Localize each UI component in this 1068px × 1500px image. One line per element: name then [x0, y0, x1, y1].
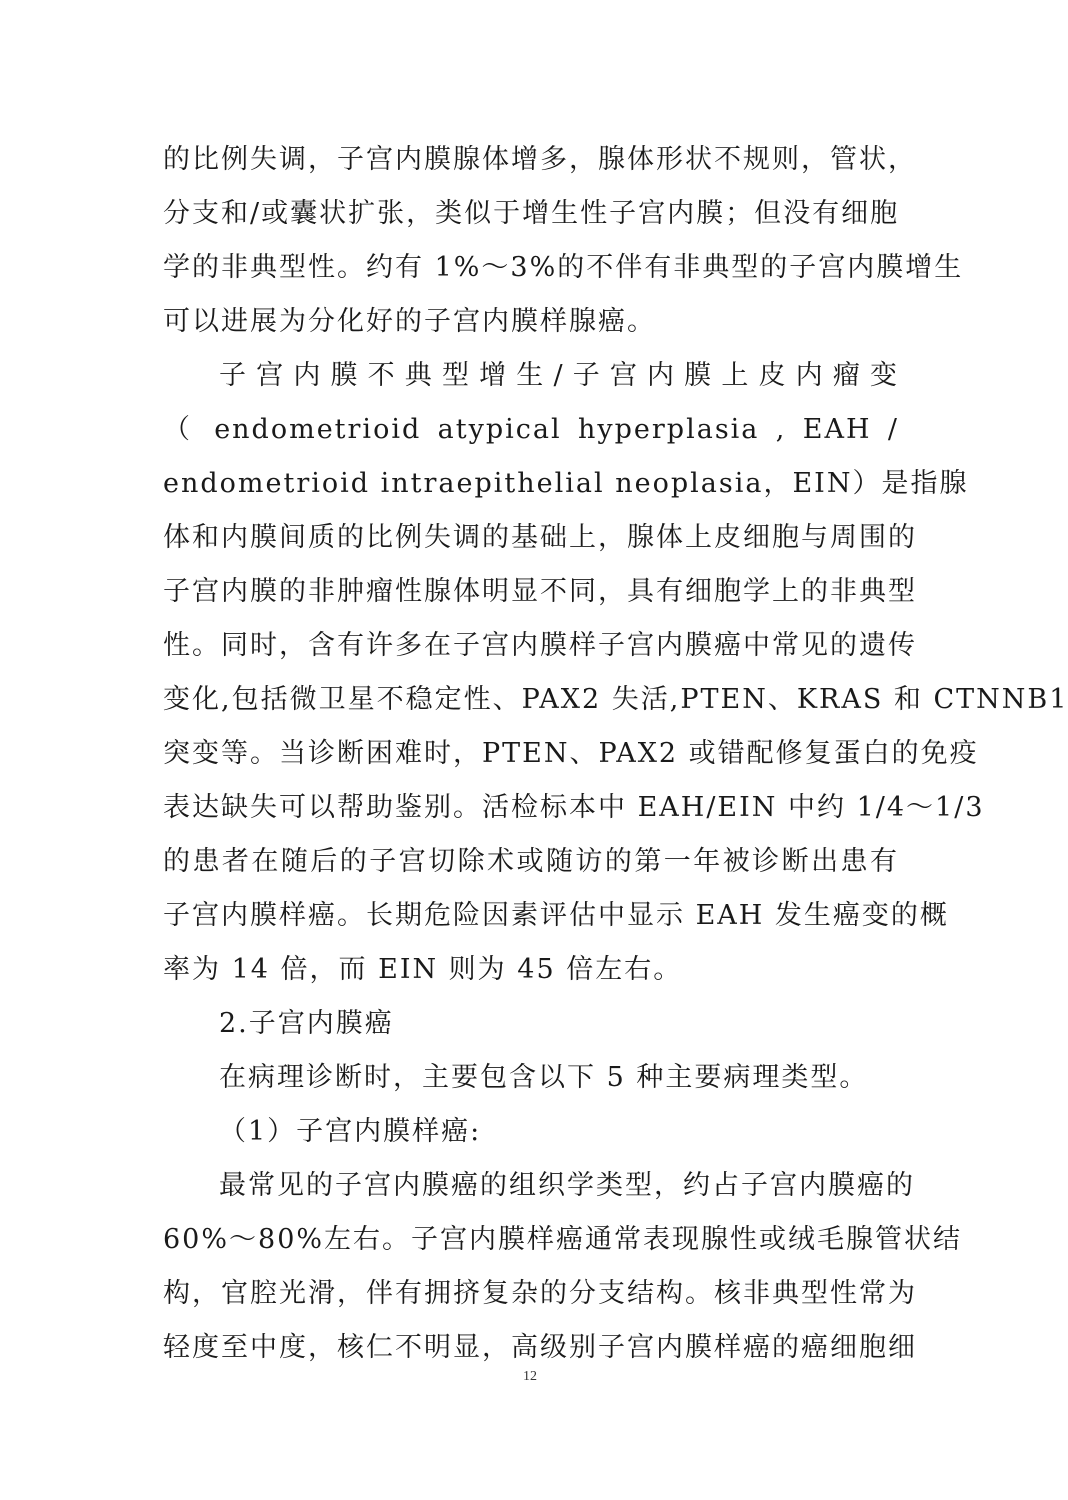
- text-line: 表达缺失可以帮助鉴别。活检标本中 EAH/EIN 中约 1/4～1/3: [163, 792, 985, 823]
- text-line: （ endometrioid atypical hyperplasia , EAH /: [163, 414, 899, 445]
- text-line: 60%～80%左右。子宫内膜样癌通常表现腺性或绒毛腺管状结: [163, 1224, 963, 1255]
- text-line: 子宫内膜不典型增生/子宫内膜上皮内瘤变: [219, 360, 899, 391]
- text-line: 体和内膜间质的比例失调的基础上，腺体上皮细胞与周围的: [163, 522, 917, 553]
- section-heading: 2.子宫内膜癌: [219, 1008, 394, 1039]
- text-line: 性。同时，含有许多在子宫内膜样子宫内膜癌中常见的遗传: [163, 630, 917, 661]
- page-number: 12: [523, 1369, 537, 1384]
- text-line: 突变等。当诊断困难时，PTEN、PAX2 或错配修复蛋白的免疫: [163, 738, 979, 769]
- text-line: 最常见的子宫内膜癌的组织学类型，约占子宫内膜癌的: [219, 1170, 915, 1201]
- text-line: 的比例失调，子宫内膜腺体增多，腺体形状不规则，管状，: [163, 144, 917, 175]
- text-line: 分支和/或囊状扩张，类似于增生性子宫内膜；但没有细胞: [163, 198, 900, 229]
- text-line: 率为 14 倍，而 EIN 则为 45 倍左右。: [163, 954, 683, 985]
- text-line: 变化,包括微卫星不稳定性、PAX2 失活,PTEN、KRAS 和 CTNNB1: [163, 684, 1068, 715]
- text-line: 子宫内膜的非肿瘤性腺体明显不同，具有细胞学上的非典型: [163, 576, 917, 607]
- text-line: endometrioid intraepithelial neoplasia，EIN）是指腺: [163, 468, 969, 499]
- text-line: 在病理诊断时，主要包含以下 5 种主要病理类型。: [219, 1062, 869, 1093]
- text-line: 轻度至中度，核仁不明显，高级别子宫内膜样癌的癌细胞细: [163, 1332, 917, 1363]
- text-line: 子宫内膜样癌。长期危险因素评估中显示 EAH 发生癌变的概: [163, 900, 949, 931]
- text-line: 的患者在随后的子宫切除术或随访的第一年被诊断出患有: [163, 846, 899, 877]
- subsection-heading: （1）子宫内膜样癌:: [219, 1116, 482, 1147]
- text-line: 学的非典型性。约有 1%～3%的不伴有非典型的子宫内膜增生: [163, 252, 964, 283]
- text-line: 可以进展为分化好的子宫内膜样腺癌。: [163, 306, 656, 337]
- text-line: 构，官腔光滑，伴有拥挤复杂的分支结构。核非典型性常为: [163, 1278, 917, 1309]
